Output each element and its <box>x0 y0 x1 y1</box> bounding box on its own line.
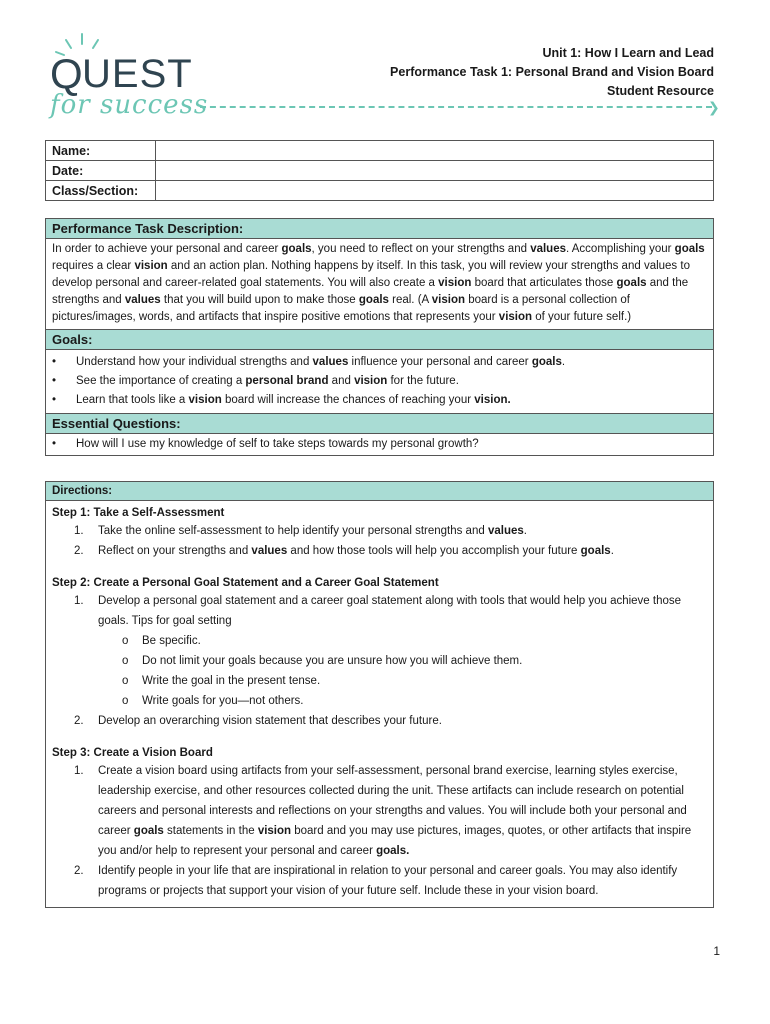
text-segment: goals <box>531 356 562 368</box>
item-number: 1. <box>74 525 84 537</box>
text-segment: values <box>487 525 524 537</box>
text-segment: vision <box>438 277 472 289</box>
document-titles <box>390 44 714 101</box>
task-description-box <box>45 218 714 456</box>
text-segment: board and you may use pictures, images, quotes, or other artifacts that inspire you and/or help to represent your personal and career <box>98 825 692 857</box>
text-segment: . <box>523 525 527 537</box>
text-segment: How will I use my knowledge of self to take steps towards my personal growth? <box>76 438 479 450</box>
name-label: Name: <box>46 141 156 161</box>
bullet-icon: • <box>52 356 57 368</box>
text-segment: vision <box>354 375 388 387</box>
bullet-icon: • <box>52 394 57 406</box>
table-row <box>46 141 714 161</box>
sub-item-text: Write goals for you—not others. <box>142 695 304 707</box>
description-heading: Performance Task Description: <box>46 219 713 239</box>
text-segment: vision <box>134 260 168 272</box>
direction-step <box>52 745 707 901</box>
text-segment: goals <box>580 545 611 557</box>
text-segment: goals <box>133 825 164 837</box>
text-segment: goals <box>281 243 312 255</box>
text-segment: and the strengths and <box>52 277 689 306</box>
date-field[interactable] <box>156 161 714 181</box>
numbered-item <box>52 541 707 561</box>
text-segment: personal brand <box>245 375 329 387</box>
list-item <box>46 373 713 390</box>
numbered-item <box>52 521 707 541</box>
text-segment: . <box>610 545 614 557</box>
table-row <box>46 161 714 181</box>
bullet-icon: • <box>52 375 57 387</box>
directions-heading: Directions: <box>46 482 713 501</box>
header-dashed-rule <box>200 106 712 108</box>
sub-list-item <box>52 651 707 671</box>
list-item <box>46 436 713 453</box>
text-segment: for the future. <box>387 375 459 387</box>
essential-questions-list <box>46 434 713 455</box>
logo-quest-word: UEST <box>82 52 193 96</box>
list-item <box>46 392 713 409</box>
numbered-item <box>52 711 707 731</box>
logo-q-letter: Q <box>50 50 83 97</box>
text-segment: Reflect on your strengths and <box>98 545 252 557</box>
text-segment: board is a personal collection of pictures/images, words, and artifacts that inspire positive emotions that represents your <box>52 294 630 323</box>
circle-bullet-icon: o <box>122 675 129 687</box>
sub-item-text: Be specific. <box>142 635 201 647</box>
text-segment: and how those tools will help you accomplish your future <box>287 545 581 557</box>
text-segment: goals. <box>376 845 410 857</box>
sub-list-item <box>52 631 707 651</box>
sub-item-text: Do not limit your goals because you are unsure how you will achieve them. <box>142 655 523 667</box>
text-segment: goals <box>616 277 647 289</box>
text-segment: goals <box>674 243 705 255</box>
text-segment: and <box>328 375 355 387</box>
goals-heading: Goals: <box>46 329 713 350</box>
step-title: Step 1: Take a Self-Assessment <box>52 507 225 519</box>
step-title: Step 3: Create a Vision Board <box>52 747 213 759</box>
goals-list <box>46 350 713 413</box>
description-text <box>46 239 713 329</box>
text-segment: values <box>530 243 566 255</box>
direction-step <box>52 575 707 731</box>
text-segment: . <box>561 356 566 368</box>
text-segment: values <box>251 545 288 557</box>
text-segment: Develop a personal goal statement and a career goal statement along with tools that would help you achieve those goals. Tips for goal setting <box>98 595 682 627</box>
name-field[interactable] <box>156 141 714 161</box>
text-segment: Take the online self-assessment to help identify your personal strengths and <box>98 525 488 537</box>
chevron-right-icon: ❯ <box>708 99 720 115</box>
text-segment: vision <box>257 825 292 837</box>
circle-bullet-icon: o <box>122 635 129 647</box>
text-segment: See the importance of creating a <box>76 375 246 387</box>
text-segment: In order to achieve your personal and career <box>52 243 282 255</box>
text-segment: , you need to reflect on your strengths and <box>311 243 531 255</box>
sub-item-text: Write the goal in the present tense. <box>142 675 321 687</box>
page-number: 1 <box>713 944 720 958</box>
logo-script-text: for success <box>50 90 209 120</box>
numbered-item <box>52 761 707 861</box>
class-section-field[interactable] <box>156 181 714 201</box>
text-segment: Identify people in your life that are inspirational in relation to your personal and career goals. You may also identify programs or projects that support your vision of your future self. Include these in your vision board. <box>98 865 678 897</box>
text-segment: real. (A <box>388 294 432 306</box>
text-segment: vision <box>188 394 222 406</box>
numbered-item <box>52 861 707 901</box>
text-segment: vision <box>498 311 533 323</box>
circle-bullet-icon: o <box>122 695 129 707</box>
text-segment: Create a vision board using artifacts from your self-assessment, personal brand exercise, learning styles exercise, leadership exercise, and other resources collected during the unit. These artifacts can include research on potential careers and personal interests and reflections on your strengths and values. You will include both your personal and career <box>98 765 687 837</box>
circle-bullet-icon: o <box>122 655 129 667</box>
resource-label: Student Resource <box>607 84 714 98</box>
task-title: Performance Task 1: Personal Brand and Vision Board <box>390 65 714 79</box>
text-segment: values <box>124 294 161 306</box>
directions-body <box>46 501 713 907</box>
class-section-label: Class/Section: <box>46 181 156 201</box>
text-segment: Understand how your individual strengths and <box>76 356 313 368</box>
sub-list-item <box>52 671 707 691</box>
text-segment: Learn that tools like a <box>76 394 189 406</box>
numbered-item <box>52 591 707 631</box>
date-label: Date: <box>46 161 156 181</box>
text-segment: that you will build upon to make those <box>160 294 359 306</box>
text-segment: requires a clear <box>52 260 135 272</box>
step-title: Step 2: Create a Personal Goal Statement and a Career Goal Statement <box>52 577 439 589</box>
text-segment: goals <box>358 294 389 306</box>
text-segment: board will increase the chances of reaching your <box>221 394 475 406</box>
table-row <box>46 181 714 201</box>
bullet-icon: • <box>52 438 57 450</box>
unit-title: Unit 1: How I Learn and Lead <box>542 46 714 60</box>
list-item <box>46 354 713 371</box>
item-number: 2. <box>74 545 84 557</box>
text-segment: Develop an overarching vision statement that describes your future. <box>98 715 442 727</box>
item-number: 1. <box>74 765 84 777</box>
item-number: 1. <box>74 595 84 607</box>
quest-for-success-logo <box>46 30 216 125</box>
direction-step <box>52 505 707 561</box>
student-info-table <box>45 140 714 201</box>
text-segment: vision <box>431 294 465 306</box>
directions-box <box>45 481 714 908</box>
text-segment: vision. <box>474 394 511 406</box>
text-segment: board that articulates those <box>471 277 617 289</box>
text-segment: values <box>312 356 349 368</box>
item-number: 2. <box>74 865 84 877</box>
sub-list-item <box>52 691 707 711</box>
essential-questions-heading: Essential Questions: <box>46 413 713 434</box>
text-segment: . Accomplishing your <box>566 243 675 255</box>
text-segment: statements in the <box>163 825 258 837</box>
text-segment: influence your personal and career <box>348 356 532 368</box>
text-segment: and an action plan. Nothing happens by itself. In this task, you will review your strengths and values to develop personal and career-related goal statements. You will also create a <box>52 260 690 289</box>
item-number: 2. <box>74 715 84 727</box>
text-segment: of your future self.) <box>532 311 632 323</box>
